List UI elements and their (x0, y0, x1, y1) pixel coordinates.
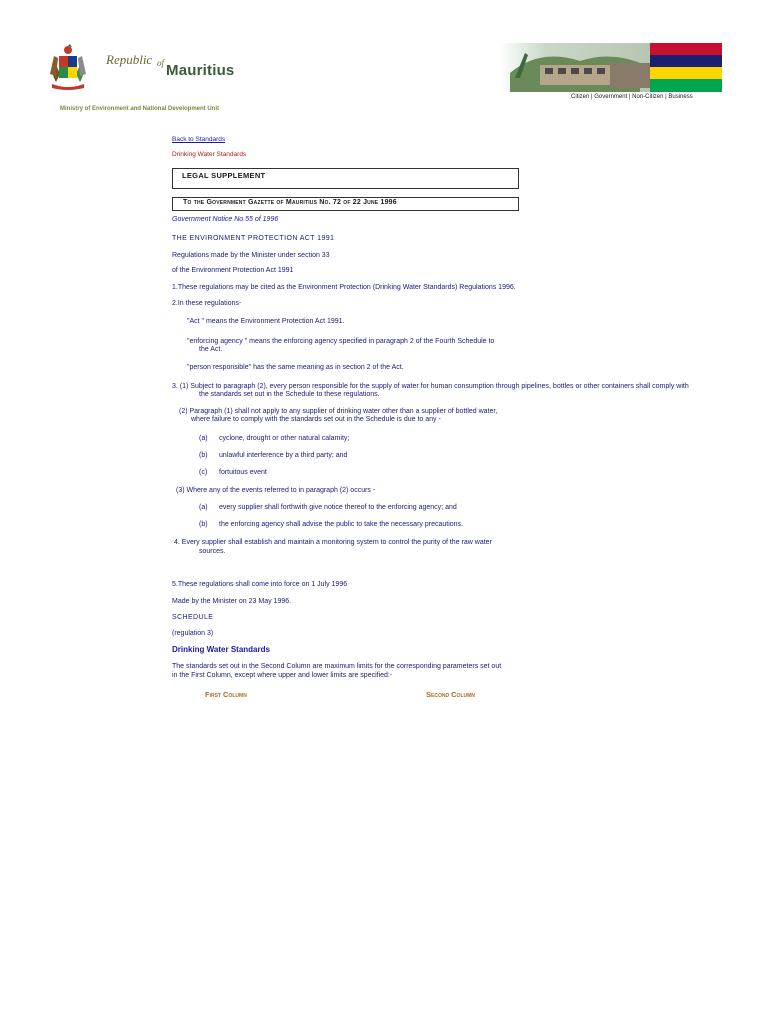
schedule: SCHEDULE (172, 614, 214, 621)
definition-agency: "enforcing agency " means the enforcing agency specified in paragraph 2 of the Fourth Schedule to (187, 338, 495, 345)
paragraph-4-cont: sources. (199, 548, 226, 555)
back-to-standards-link[interactable]: Back to Standards (172, 136, 226, 143)
standards-text-1: The standards set out in the Second Column are maximum limits for the corresponding parameters set out (172, 663, 502, 670)
ministry-name: Ministry of Environment and National Development Unit (60, 106, 220, 112)
definition-person: "person responsible" has the same meaning as in section 2 of the Act. (187, 364, 404, 371)
item-b2-label: (b) (199, 521, 208, 528)
paragraph-3-2: (2) Paragraph (1) shall not apply to any supplier of drinking water other than a supplier of bottled water, (179, 408, 498, 415)
paragraph-2: 2.In these regulations- (172, 300, 242, 307)
regulations-made: Regulations made by the Minister under section 33 (172, 252, 330, 259)
of-act: of the Environment Protection Act 1991 (172, 267, 294, 274)
definition-agency-cont: the Act. (199, 346, 223, 353)
brand-mauritius: Mauritius (166, 62, 235, 79)
top-nav-links[interactable]: Citizen | Government | Non-Citizen | Business (571, 94, 693, 100)
coat-of-arms-logo (46, 44, 90, 92)
gazette-title: To the Government Gazette of Mauritius No. 72 of 22 June 1996 (183, 199, 397, 206)
gazette-box (172, 197, 519, 211)
item-b2-text: the enforcing agency shall advise the public to take the necessary precautions. (219, 521, 463, 528)
item-a2-text: every supplier shall forthwith give notice thereof to the enforcing agency; and (219, 504, 457, 511)
act-title: THE ENVIRONMENT PROTECTION ACT 1991 (172, 235, 335, 242)
drinking-water-standards-heading: Drinking Water Standards (172, 645, 270, 654)
paragraph-3-1-cont: the standards set out in the Schedule to these regulations. (199, 391, 380, 398)
brand-of: of (157, 58, 165, 68)
item-c-text: fortuitous event (219, 469, 267, 476)
brand-republic: Republic (106, 52, 153, 67)
made-by: Made by the Minister on 23 May 1996. (172, 598, 292, 605)
definition-act: "Act " means the Environment Protection Act 1991. (187, 318, 345, 325)
legal-supplement-title: LEGAL SUPPLEMENT (182, 171, 266, 180)
legal-supplement-box (172, 168, 519, 189)
paragraph-1: 1.These regulations may be cited as the Environment Protection (Drinking Water Standards) Regulations 1996. (172, 284, 516, 291)
standards-text-2: in the First Column, except where upper and lower limits are specified:- (172, 672, 393, 679)
paragraph-3-1: 3. (1) Subject to paragraph (2), every person responsible for the supply of water for human consumption through pipelines, bottles or other containers shall comply with (172, 383, 689, 390)
first-column-heading: First Column (205, 690, 247, 699)
government-notice: Government Notice No.55 of 1996 (172, 216, 279, 223)
item-b-label: (b) (199, 452, 208, 459)
paragraph-4: 4. Every supplier shall establish and maintain a monitoring system to control the purity of the raw water (174, 539, 492, 546)
item-b-text: unlawful interference by a third party; and (219, 452, 348, 459)
item-a-text: cyclone, drought or other natural calamity; (219, 435, 350, 442)
paragraph-3-2-cont: where failure to comply with the standards set out in the Schedule is due to any - (191, 416, 441, 423)
second-column-heading: Second Column (426, 690, 475, 699)
regulation-ref: (regulation 3) (172, 630, 214, 637)
paragraph-5: 5.These regulations shall come into force on 1 July 1996 (172, 581, 348, 588)
header-banner-image (500, 43, 722, 92)
item-a2-label: (a) (199, 504, 208, 511)
paragraph-3-3: (3) Where any of the events referred to in paragraph (2) occurs - (176, 487, 376, 494)
item-c-label: (c) (199, 469, 208, 476)
drinking-water-standards-link[interactable]: Drinking Water Standards (172, 151, 247, 158)
item-a-label: (a) (199, 435, 208, 442)
